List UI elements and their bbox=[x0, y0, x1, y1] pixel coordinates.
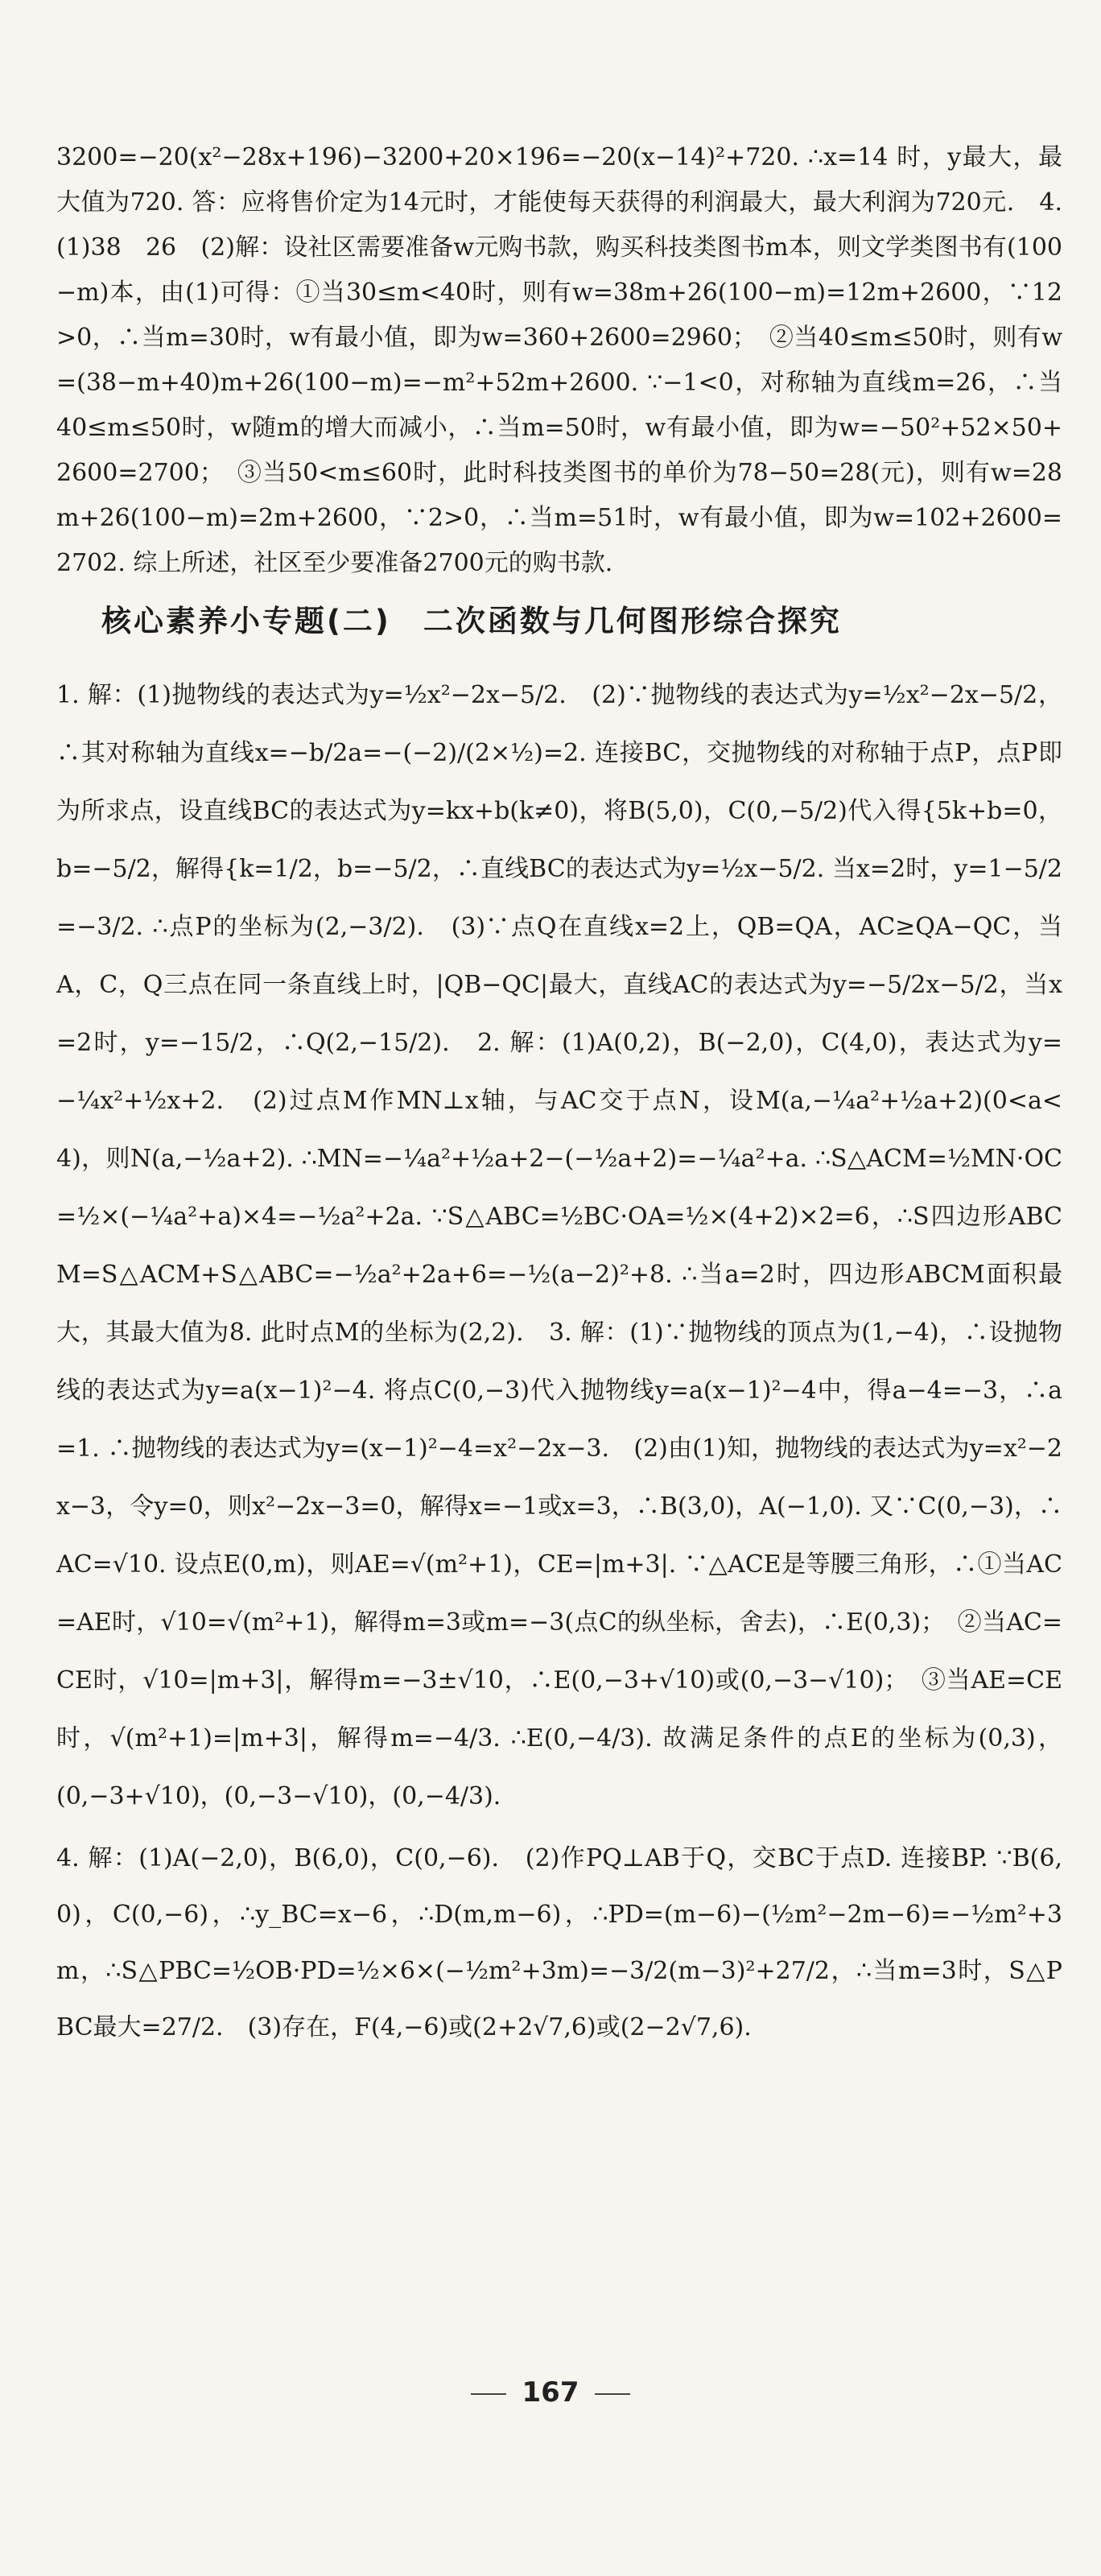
section-title: 核心素养小专题(二) 二次函数与几何图形综合探究 bbox=[101, 604, 842, 638]
page-number: 167 bbox=[522, 2376, 579, 2409]
problem-4-solution: 4. 解：(1)A(−2,0)，B(6,0)，C(0,−6). (2)作PQ⊥AB于Q，交BC于点D. 连接BP. ∵B(6,0)，C(0,−6)，∴y_BC=x−6，∴D(m,m−6)，∴PD=(m−6)−(½m²−2m−6)=−½m²+3m，∴S△PBC=½OB·PD=½×6×(−½m²+3m)=−3/2(m−3)²+27/2，∴当m=3时，S△PBC最大=27/2. (3)存在，F(4,−6)或(2+2√7,6)或(2−2√7,6). bbox=[56, 1844, 1062, 2041]
footer-dash-right bbox=[595, 2393, 630, 2395]
footer-dash-left bbox=[471, 2393, 506, 2395]
answer-paragraph-continued: 3200=−20(x²−28x+196)−3200+20×196=−20(x−14)²+720. ∴x=14 时，y最大，最大值为720. 答：应将售价定为14元时，才能使每天获得的利润最大，最大利润为720元. 4.(1)38 26 (2)解：设社区需要准备w元购书款，购买科技类图书m本，则文学类图书有(100−m)本，由(1)可得：①当30≤m<40时，则有w=38m+26(100−m)=12m+2600，∵12>0，∴当m=30时，w有最小值，即为w=360+2600=2960； ②当40≤m≤50时，则有w=(38−m+40)m+26(100−m)=−m²+52m+2600. ∵−1<0，对称轴为直线m=26，∴当40≤m≤50时，w随m的增大而减小，∴当m=50时，w有最小值，即为w=−50²+52×50+2600=2700； ③当50<m≤60时，此时科技类图书的单价为78−50=28(元)，则有w=28m+26(100−m)=2m+2600，∵2>0，∴当m=51时，w有最小值，即为w=102+2600=2702. 综上所述，社区至少要准备2700元的购书款. bbox=[56, 143, 1062, 577]
problem-1-3-solutions: 1. 解：(1)抛物线的表达式为y=½x²−2x−5/2. (2)∵抛物线的表达式为y=½x²−2x−5/2，∴其对称轴为直线x=−b/2a=−(−2)/(2×½)=2. 连接BC，交抛物线的对称轴于点P，点P即为所求点，设直线BC的表达式为y=kx+b(k≠0)，将B(5,0)，C(0,−5/2)代入得{5k+b=0，b=−5/2，解得{k=1/2，b=−5/2，∴直线BC的表达式为y=½x−5/2. 当x=2时，y=1−5/2=−3/2. ∴点P的坐标为(2,−3/2). (3)∵点Q在直线x=2上，QB=QA，AC≥QA−QC，当A，C，Q三点在同一条直线上时，|QB−QC|最大，直线AC的表达式为y=−5/2x−5/2，当x=2时，y=−15/2，∴Q(2,−15/2). 2. 解：(1)A(0,2)，B(−2,0)，C(4,0)，表达式为y=−¼x²+½x+2. (2)过点M作MN⊥x轴，与AC交于点N，设M(a,−¼a²+½a+2)(0<a<4)，则N(a,−½a+2). ∴MN=−¼a²+½a+2−(−½a+2)=−¼a²+a. ∴S△ACM=½MN·OC=½×(−¼a²+a)×4=−½a²+2a. ∵S△ABC=½BC·OA=½×(4+2)×2=6，∴S四边形ABCM=S△ACM+S△ABC=−½a²+2a+6=−½(a−2)²+8. ∴当a=2时，四边形ABCM面积最大，其最大值为8. 此时点M的坐标为(2,2). 3. 解：(1)∵抛物线的顶点为(1,−4)，∴设抛物线的表达式为y=a(x−1)²−4. 将点C(0,−3)代入抛物线y=a(x−1)²−4中，得a−4=−3，∴a=1. ∴抛物线的表达式为y=(x−1)²−4=x²−2x−3. (2)由(1)知，抛物线的表达式为y=x²−2x−3，令y=0，则x²−2x−3=0，解得x=−1或x=3，∴B(3,0)，A(−1,0). 又∵C(0,−3)，∴AC=√10. 设点E(0,m)，则AE=√(m²+1)，CE=|m+3|. ∵△ACE是等腰三角形，∴①当AC=AE时，√10=√(m²+1)，解得m=3或m=−3(点C的纵坐标，舍去)，∴E(0,3)； ②当AC=CE时，√10=|m+3|，解得m=−3±√10，∴E(0,−3+√10)或(0,−3−√10)； ③当AE=CE时，√(m²+1)=|m+3|，解得m=−4/3. ∴E(0,−4/3). 故满足条件的点E的坐标为(0,3)，(0,−3+√10)，(0,−3−√10)，(0,−4/3). bbox=[56, 681, 1062, 1810]
page-footer bbox=[0, 2376, 1101, 2409]
